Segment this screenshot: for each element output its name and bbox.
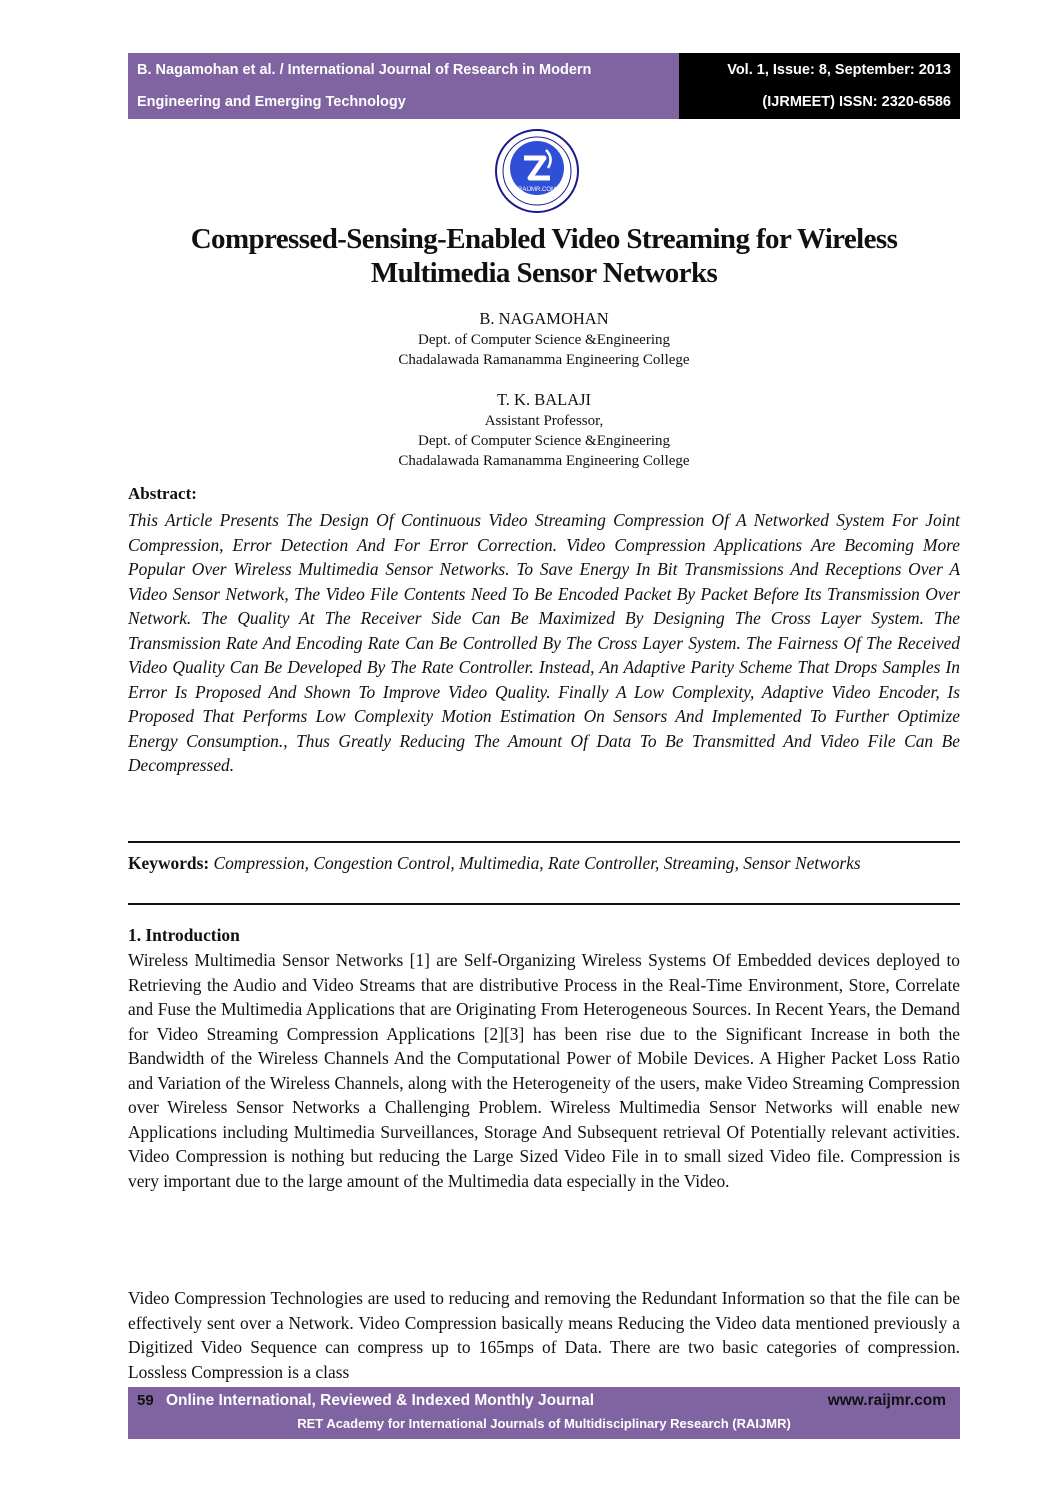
intro-paragraph-2: Video Compression Technologies are used to reducing and removing the Redundant Information so that the file can be effectively sent over a Network. Video Compression basically means Reducing the Video data mentioned previously a Digitized Video Sequence can compress up to 165mps of Data. There are two basic categories of compression. Lossless Compression is a class xyxy=(128,1288,960,1382)
header-right-banner xyxy=(679,53,960,119)
author-dept: Dept. of Computer Science &Engineering xyxy=(417,332,670,348)
keywords-block xyxy=(128,851,960,876)
author-college: Chadalawada Ramanamma Engineering College xyxy=(398,453,690,469)
header-citation: B. Nagamohan et al. / International Journal of Research in Modern xyxy=(137,62,592,78)
author-name: T. K. BALAJI xyxy=(496,390,592,409)
paper-title-line2: Multimedia Sensor Networks xyxy=(370,257,718,289)
header-journal-name: Engineering and Emerging Technology xyxy=(137,94,406,110)
footer-url: www.raijmr.com xyxy=(827,1392,946,1409)
author-college: Chadalawada Ramanamma Engineering College xyxy=(398,352,690,368)
header-issn: (IJRMEET) ISSN: 2320-6586 xyxy=(762,94,951,110)
header-left-banner xyxy=(128,53,679,119)
page-number: 59 xyxy=(137,1392,154,1409)
author-block-1 xyxy=(128,308,960,370)
logo-label: RAIJMR.COM xyxy=(518,187,556,193)
intro-paragraph-1: Wireless Multimedia Sensor Networks [1] are Self-Organizing Wireless Systems Of Embedded devices deployed to Retrieving the Audio and Video Streams that are distributive Process in the Real-Time Environment, Store, Correlate and Fuse the Multimedia Applications that are Originating From Heterogeneous Sources. In Recent Years, the Demand for Video Streaming Compression Applications [2][3] has been rise due to the Significant Increase in both the Bandwidth of the Wireless Channels And the Computational Power of Mobile Devices. A Higher Packet Loss Ratio and Variation of the Wireless Channels, along with the Heterogeneity of the users, make Video Streaming Compression over Wireless Sensor Networks a Challenging Problem. Wireless Multimedia Sensor Networks will enable new Applications including Multimedia Surveillances, Storage And Subsequent retrieval Of Potentially relevant activities. Video Compression is nothing but reducing the Large Sized Video File in to small sized Video file. Compression is very important due to the large amount of the Multimedia data especially in the Video. xyxy=(128,950,960,1191)
section-heading-introduction: 1. Introduction xyxy=(128,925,240,945)
abstract-text: This Article Presents The Design Of Continuous Video Streaming Compression Of A Networked System For Joint Compression, Error Detection And For Error Correction. Video Compression Applications Are Becoming More Popular Over Wireless Multimedia Sensor Networks. To Save Energy In Bit Transmissions And Receptions Over A Video Sensor Network, The Video File Contents Need To Be Encoded Packet By Packet Before Its Transmission Over Network. The Quality At The Receiver Side Can Be Maximized By Designing The Cross Layer System. The Transmission Rate And Encoding Rate Can Be Controlled By The Cross Layer System. The Fairness Of The Received Video Quality Can Be Developed By The Rate Controller. Instead, An Adaptive Parity Scheme That Drops Samples In Error Is Proposed And Shown To Improve Video Quality. Finally A Low Complexity, Adaptive Video Encoder, Is Proposed That Performs Low Complexity Motion Estimation On Sensors And Implemented To Further Optimize Energy Consumption., Thus Greatly Reducing The Amount Of Data To Be Transmitted And Video File Can Be Decompressed. xyxy=(128,510,960,775)
paper-title-line1: Compressed-Sensing-Enabled Video Streaming for Wireless xyxy=(190,223,898,255)
divider-bottom xyxy=(128,903,960,905)
header-volume: Vol. 1, Issue: 8, September: 2013 xyxy=(727,62,951,78)
footer-journal-tagline: Online International, Reviewed & Indexed Monthly Journal xyxy=(166,1392,595,1409)
footer-banner xyxy=(128,1387,960,1439)
author-name: B. NAGAMOHAN xyxy=(479,309,609,328)
author-block-2 xyxy=(128,389,960,471)
author-dept: Dept. of Computer Science &Engineering xyxy=(417,433,670,449)
author-role: Assistant Professor, xyxy=(484,413,604,429)
keywords-text: Compression, Congestion Control, Multimedia, Rate Controller, Streaming, Sensor Networks xyxy=(213,853,861,873)
divider-top xyxy=(128,841,960,843)
paper-title xyxy=(128,222,960,290)
footer-academy: RET Academy for International Journals of Multidisciplinary Research (RAIJMR) xyxy=(297,1416,791,1431)
abstract-heading: Abstract: xyxy=(128,484,197,503)
keywords-label: Keywords: xyxy=(128,853,210,873)
journal-logo-seal xyxy=(494,128,580,214)
